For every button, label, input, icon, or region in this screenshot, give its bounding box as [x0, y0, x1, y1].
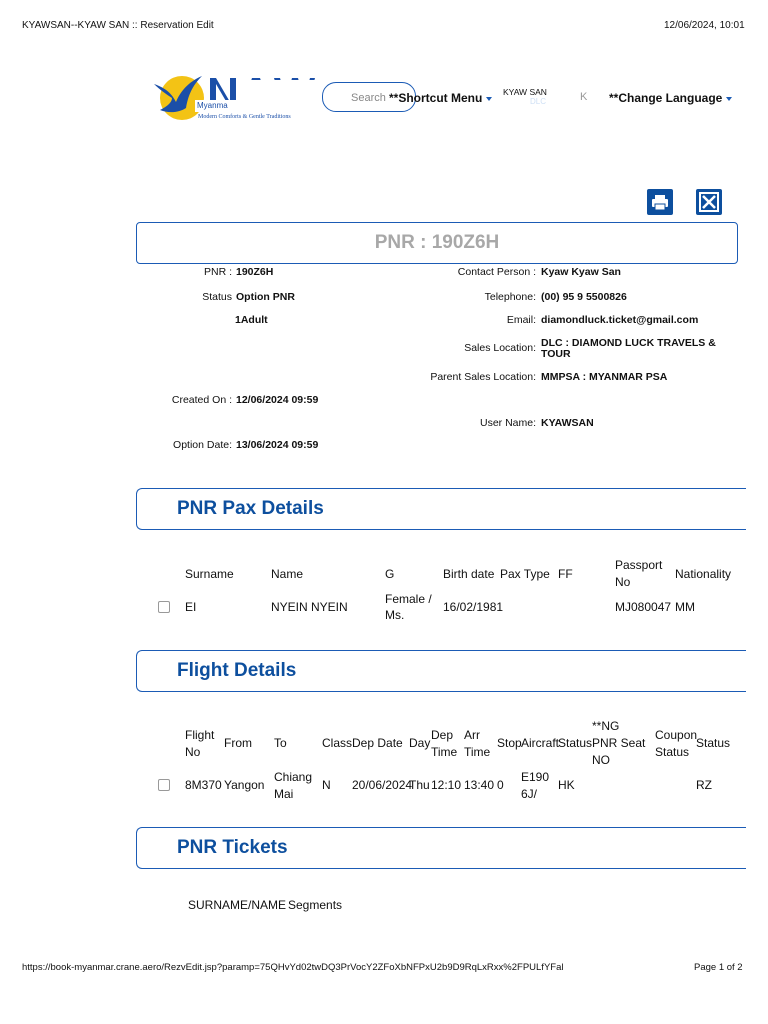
chevron-down-icon — [486, 97, 492, 101]
col-arr-time-1: Arr — [464, 728, 480, 742]
col-name: Name — [271, 567, 304, 581]
sales-location-value-2: TOUR — [541, 348, 571, 360]
col-gender: G — [385, 567, 395, 581]
pnr-label: PNR : — [203, 266, 232, 278]
pax-details-section — [136, 488, 746, 530]
close-icon — [696, 189, 722, 215]
parent-sales-value: MMPSA : MYANMAR PSA — [541, 371, 668, 383]
user-avatar[interactable]: K — [580, 91, 588, 103]
pnr-title: PNR : 190Z6H — [374, 232, 500, 253]
flight-status-2: RZ — [696, 778, 712, 792]
flight-to-2: Mai — [274, 787, 294, 801]
flight-details-title: Flight Details — [177, 660, 297, 681]
telephone-value: (00) 95 9 5500826 — [541, 291, 627, 303]
col-nationality: Nationality — [675, 567, 732, 581]
col-dep-time-2: Time — [431, 745, 458, 759]
flight-aircraft-2: 6J/ — [521, 787, 538, 801]
flight-aircraft-1: E190 — [521, 770, 550, 784]
col-arr-time-2: Time — [464, 745, 491, 759]
print-button[interactable] — [647, 189, 673, 215]
page-title: KYAWSAN--KYAW SAN :: Reservation Edit — [22, 20, 214, 31]
col-passport-1: Passport — [615, 558, 663, 572]
pax-birth-date: 16/02/1981 — [443, 600, 504, 614]
option-date-label: Option Date: — [173, 439, 232, 451]
col-seat-2: PNR Seat — [592, 736, 646, 750]
flight-status: HK — [558, 778, 575, 792]
col-from: From — [224, 736, 252, 750]
col-flight-2: No — [185, 745, 201, 759]
col-surname-name: SURNAME/NAME — [188, 898, 287, 912]
flight-number: 8M370 — [185, 778, 222, 792]
change-language-label: **Change Language — [609, 91, 723, 105]
page-number: Page 1 of 2 — [694, 962, 743, 973]
shortcut-menu[interactable] — [389, 91, 492, 105]
change-language-menu[interactable] — [609, 91, 732, 105]
flight-from: Yangon — [224, 778, 265, 792]
flight-details-section — [136, 650, 746, 692]
flight-class: N — [322, 778, 331, 792]
col-status-2: Status — [696, 736, 731, 750]
pax-name: NYEIN NYEIN — [271, 600, 348, 614]
created-value: 12/06/2024 09:59 — [236, 394, 319, 406]
col-day: Day — [409, 736, 431, 750]
pax-nationality: MM — [675, 600, 695, 614]
status-value: Option PNR — [236, 291, 295, 303]
pax-gender-1: Female / — [385, 592, 432, 606]
user-name[interactable]: KYAW SAN — [503, 87, 547, 97]
flight-stop: 0 — [497, 778, 504, 792]
user-name-label: User Name: — [479, 417, 536, 429]
status-label: Status — [202, 291, 232, 303]
col-status: Status — [558, 736, 593, 750]
chevron-down-icon — [726, 97, 732, 101]
col-flight-1: Flight — [185, 728, 215, 742]
col-birth-date: Birth date — [443, 567, 495, 581]
sales-location-label: Sales Location: — [464, 342, 536, 354]
flight-row-checkbox[interactable] — [158, 779, 170, 791]
contact-label: Contact Person : — [457, 266, 536, 278]
pnr-tickets-title: PNR Tickets — [177, 837, 288, 858]
flight-dep-date: 20/06/2024 — [352, 778, 413, 792]
col-seat-1: **NG — [592, 719, 620, 733]
flight-to-1: Chiang — [274, 770, 313, 784]
col-passport-2: No — [615, 575, 631, 589]
pnr-header — [136, 222, 738, 264]
email-label: Email: — [506, 314, 536, 326]
pax-passport: MJ080047 — [615, 600, 672, 614]
created-label: Created On : — [171, 394, 232, 406]
col-class: Class — [322, 736, 353, 750]
pax-surname: EI — [185, 600, 197, 614]
airline-logo[interactable] — [150, 68, 315, 126]
print-datetime: 12/06/2024, 10:01 — [664, 20, 745, 31]
close-button[interactable] — [696, 189, 722, 215]
flight-arr-time: 13:40 — [464, 778, 495, 792]
flight-dep-time: 12:10 — [431, 778, 462, 792]
col-stop: Stop — [497, 736, 522, 750]
page-url: https://book-myanmar.crane.aero/RezvEdit.jsp?paramp=75QHvYd02twDQ3PrVocY2ZFoXbNFPxU2b9D9RqLxRxx%2FPULfYFal — [22, 962, 564, 973]
pnr-tickets-section — [136, 827, 746, 869]
col-coupon-1: Coupon — [655, 728, 698, 742]
contact-value: Kyaw Kyaw San — [541, 266, 621, 278]
col-to: To — [274, 736, 287, 750]
parent-sales-label: Parent Sales Location: — [430, 371, 536, 383]
col-coupon-2: Status — [655, 745, 690, 759]
email-value: diamondluck.ticket@gmail.com — [541, 314, 699, 326]
pax-count: 1Adult — [235, 314, 268, 326]
telephone-label: Telephone: — [484, 291, 536, 303]
col-seat-3: NO — [592, 753, 610, 767]
col-pax-type: Pax Type — [500, 567, 550, 581]
user-name-value: KYAWSAN — [541, 417, 594, 429]
pax-details-title: PNR Pax Details — [177, 498, 324, 519]
option-date-value: 13/06/2024 09:59 — [236, 439, 319, 451]
pax-gender-2: Ms. — [385, 608, 405, 622]
shortcut-menu-label: **Shortcut Menu — [389, 91, 483, 105]
col-dep-time-1: Dep — [431, 728, 454, 742]
pax-row-checkbox[interactable] — [158, 601, 170, 613]
user-agency: DLC — [530, 97, 547, 106]
col-segments: Segments — [288, 898, 343, 912]
logo-tagline: Modern Comforts & Gentle Traditions — [198, 114, 291, 120]
col-ff: FF — [558, 567, 573, 581]
col-aircraft: Aircraft — [521, 736, 560, 750]
pnr-value: 190Z6H — [236, 266, 274, 278]
flight-day: Thu — [409, 778, 430, 792]
col-dep-date: Dep Date — [352, 736, 403, 750]
col-surname: Surname — [185, 567, 234, 581]
logo-text: Myanma — [197, 101, 228, 110]
search-placeholder: Search — [351, 92, 386, 104]
printer-icon — [647, 189, 673, 215]
sales-location-value-1: DLC : DIAMOND LUCK TRAVELS & — [541, 337, 716, 349]
